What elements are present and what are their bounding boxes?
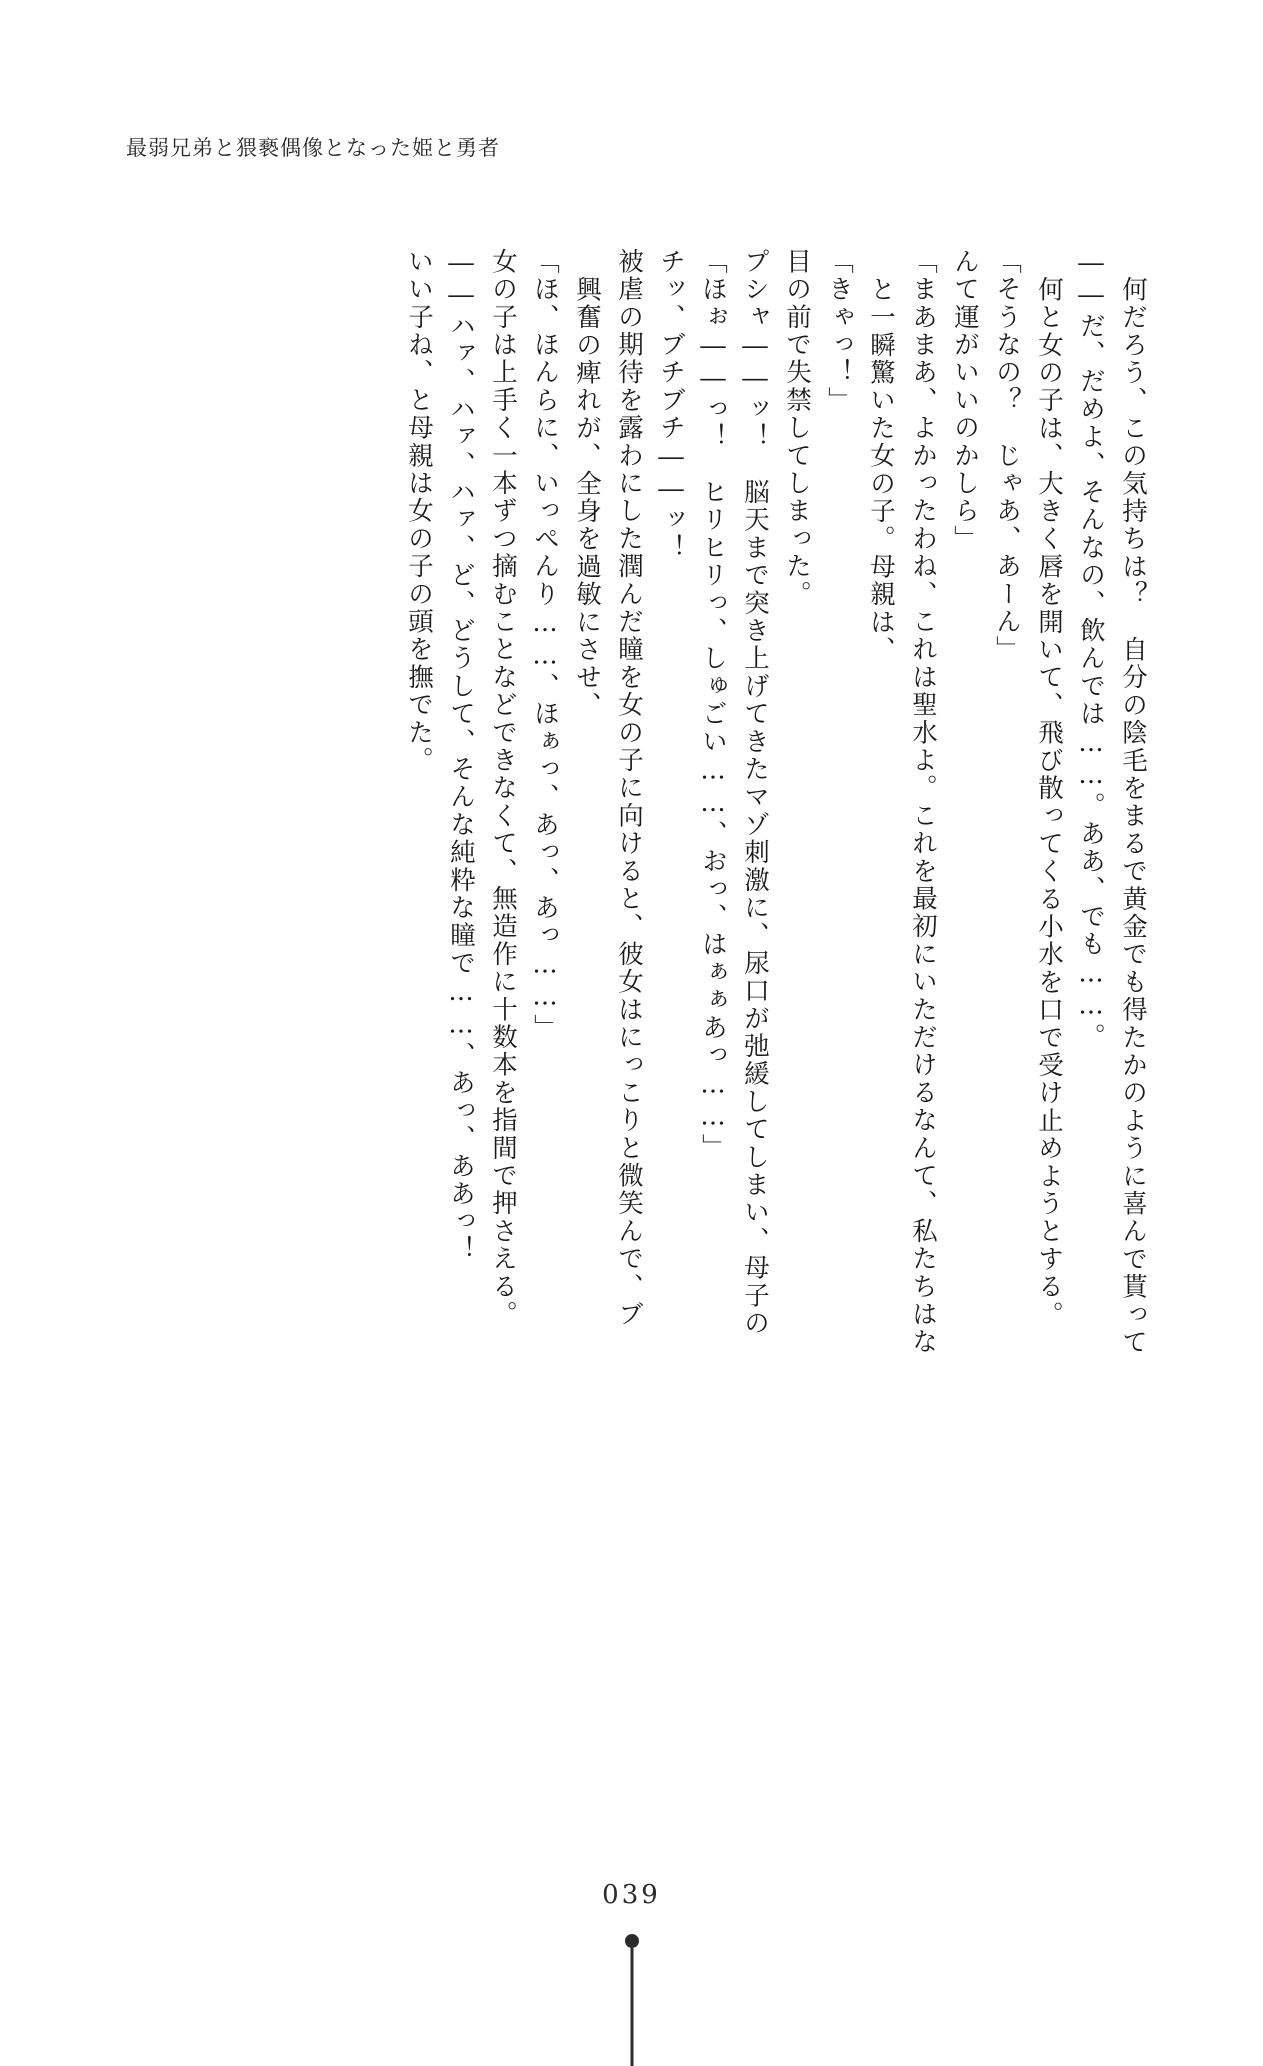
text-line: 興奮の痺れが、全身を過敏にさせ、 xyxy=(572,276,602,720)
text-line: と一瞬驚いた女の子。母親は、 xyxy=(866,276,896,664)
folio-dot-icon xyxy=(625,1934,639,1948)
page-number: 039 xyxy=(602,1880,661,1910)
text-line: 「ほぉ――っ！ ヒリヒリっ、しゅごい……、おっ、はぁぁあっ……」 xyxy=(698,248,728,1162)
text-line: 「そうなの？ じゃあ、あーん」 xyxy=(992,248,1022,664)
text-line: 何だろう、この気持ちは？ 自分の陰毛をまるで黄金でも得たかのように喜んで貰って xyxy=(1118,276,1148,1357)
text-line: 「きゃっ！」 xyxy=(824,248,854,415)
text-line: チッ、ブチブチ――ッ！ xyxy=(656,248,686,562)
text-line: 女の子は上手く一本ずつ摘むことなどできなくて、無造作に十数本を指間で押さえる。 xyxy=(488,248,518,1329)
text-line: 被虐の期待を露わにした潤んだ瞳を女の子に向けると、彼女はにっこりと微笑んで、ブ xyxy=(614,248,644,1329)
text-line: ――だ、だめよ、そんなの、飲んでは……。ああ、でも……。 xyxy=(1076,248,1106,1051)
folio-rule xyxy=(630,1948,633,2066)
text-line: 「ほ、ほんらに、いっぺんり……、ほぁっ、あっ、あっ……」 xyxy=(530,248,560,1042)
running-header: 最弱兄弟と猥褻偶像となった姫と勇者 xyxy=(126,136,500,160)
text-line: いい子ね、と母親は女の子の頭を撫でた。 xyxy=(404,248,434,775)
text-line: 目の前で失禁してしまった。 xyxy=(782,248,812,609)
text-line: ――ハァ、ハァ、ハァ、ど、どうして、そんな純粋な瞳で……、あっ、ああっ！ xyxy=(446,248,476,1264)
text-line: プシャ――ッ！ 脳天まで突き上げてきたマゾ刺激に、尿口が弛緩してしまい、母子の xyxy=(740,248,770,1338)
body-text-block xyxy=(389,248,1148,1628)
text-line: んて運がいいのかしら」 xyxy=(950,248,980,553)
text-line: 「まあまあ、よかったわね、これは聖水よ。これを最初にいただけるなんて、私たちはな xyxy=(908,248,938,1356)
text-line: 何と女の子は、大きく唇を開いて、飛び散ってくる小水を口で受け止めようとする。 xyxy=(1034,276,1064,1329)
